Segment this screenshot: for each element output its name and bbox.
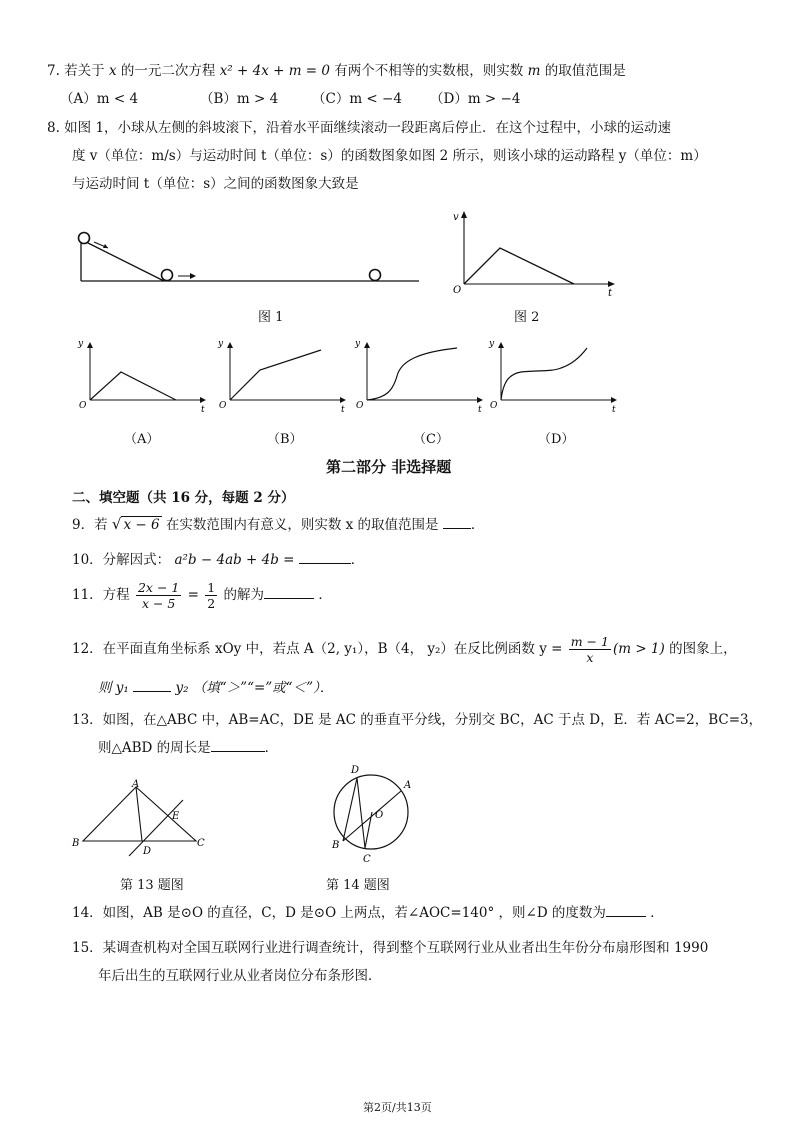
q9: 9．若 √ x − 6 在实数范围内有意义，则实数 x 的取值范围是 ． <box>72 515 485 533</box>
graph-b-origin: O <box>219 401 227 411</box>
page-footer: 第2页/共13页 <box>363 1101 432 1114</box>
q14-answer-blank[interactable] <box>606 904 646 917</box>
q8-figure-2 <box>450 208 620 298</box>
q8-label-c: （C） <box>413 432 449 447</box>
q13-label-b: B <box>72 838 80 849</box>
ball-start-icon <box>79 233 90 244</box>
q7-option-c: （C）m < −4 <box>312 91 402 107</box>
q9-answer-blank[interactable] <box>443 516 471 529</box>
q12-line-2: 则 y₁ y₂ （填“＞”“=”或“＜”）． <box>98 680 334 696</box>
q8-graph-b <box>214 338 354 414</box>
graph-a-axis-y: y <box>78 339 84 349</box>
q7-option-a: （A）m < 4 <box>60 91 139 107</box>
q8-fig2-caption: 图 2 <box>514 310 540 325</box>
graph-c-axis-t: t <box>478 405 482 414</box>
q13-figure <box>66 778 216 860</box>
graph-b-axis-y: y <box>218 339 224 349</box>
graph-d-axis-t: t <box>612 405 616 414</box>
q8-line-1: 8. 如图 1，小球从左侧的斜坡滚下，沿着水平面继续滚动一段距离后停止．在这个过程中，小球的运动速 <box>47 120 672 136</box>
q15-line-1: 15．某调查机构对全国互联网行业进行调查统计，得到整个互联网行业从业者出生年份分布扇形图和 1990 <box>72 940 709 956</box>
graph-a-axis-t: t <box>201 405 205 414</box>
q14-fig-caption: 第 14 题图 <box>326 878 390 893</box>
q14-label-a: A <box>404 780 412 791</box>
q13-fig-caption: 第 13 题图 <box>120 878 184 893</box>
q14-label-o: O <box>375 810 384 821</box>
q14-figure <box>325 758 425 868</box>
q9-radicand: x − 6 <box>123 517 160 533</box>
q8-graph-c <box>351 338 491 414</box>
q15-line-2: 年后出生的互联网行业从业者岗位分布条形图． <box>98 968 382 984</box>
q8-graph-d <box>485 338 625 414</box>
q8-label-a: （A） <box>124 432 160 447</box>
q8-label-b: （B） <box>267 432 303 447</box>
q13-answer-blank[interactable] <box>211 739 265 752</box>
graph-b-axis-t: t <box>341 405 345 414</box>
q8-line-2: 度 v（单位：m/s）与运动时间 t（单位：s）的函数图象如图 2 所示，则该小球的运动路程 y（单位：m） <box>72 148 707 164</box>
part2-title: 第二部分 非选择题 <box>326 458 452 476</box>
q8-label-d: （D） <box>538 432 575 447</box>
q13-line-1: 13．如图，在△ABC 中，AB=AC，DE 是 AC 的垂直平分线，分别交 BC，AC 于点 D，E．若 AC=2，BC=3， <box>72 712 763 728</box>
q8-graph-a <box>74 338 214 414</box>
q7-option-b: （B）m > 4 <box>200 91 279 107</box>
ball-middle-icon <box>162 270 173 281</box>
q10: 10．分解因式： a²b − 4ab + 4b = ． <box>72 552 365 568</box>
q8-line-3: 与运动时间 t（单位：s）之间的函数图象大致是 <box>72 176 359 192</box>
graph-c-origin: O <box>356 401 364 411</box>
q14: 14．如图，AB 是⊙O 的直径，C，D 是⊙O 上两点，若∠AOC=140° ，则∠D 的度数为 ． <box>72 905 664 921</box>
q14-label-c: C <box>363 854 371 865</box>
q13-label-a: A <box>132 779 140 790</box>
q11-answer-blank[interactable] <box>264 586 314 599</box>
q10-answer-blank[interactable] <box>299 551 351 564</box>
q13-label-e: E <box>172 811 180 822</box>
q12-answer-blank[interactable] <box>133 679 171 692</box>
fig2-axis-t: t <box>608 288 613 298</box>
q14-label-b: B <box>332 840 340 851</box>
ball-end-icon <box>370 270 381 281</box>
graph-d-origin: O <box>490 401 498 411</box>
q13-label-d: D <box>143 846 152 857</box>
q13-label-c: C <box>197 838 205 849</box>
graph-a-origin: O <box>79 401 87 411</box>
q11: 11．方程 $\frac{2x - 1}{x - 5}$ = $\frac{1}{2}$ 的解为 ． <box>72 580 332 611</box>
q7-option-d: （D）m > −4 <box>430 91 521 107</box>
graph-d-axis-y: y <box>489 339 495 349</box>
q14-label-d: D <box>351 765 360 776</box>
q12-line-1: 12．在平面直角坐标系 xOy 中，若点 A（2, y₁），B（4， y₂）在反比例函数 y = $\frac{m - 1}{x}$ (m > 1) 的图象上， <box>72 634 737 665</box>
q8-fig1-caption: 图 1 <box>258 310 284 325</box>
q7-stem: 7. 若关于 x 的一元二次方程 x² + 4x + m = 0 有两个不相等的实数根，则实数 m 的取值范围是 <box>47 63 626 79</box>
fig2-origin: O <box>453 285 462 296</box>
q13-line-2: 则△ABD 的周长是 ． <box>98 740 279 756</box>
fig2-axis-v: v <box>453 212 459 223</box>
graph-c-axis-y: y <box>355 339 361 349</box>
q8-figure-1 <box>72 226 424 288</box>
section2-heading: 二、填空题（共 16 分，每题 2 分） <box>72 490 295 506</box>
